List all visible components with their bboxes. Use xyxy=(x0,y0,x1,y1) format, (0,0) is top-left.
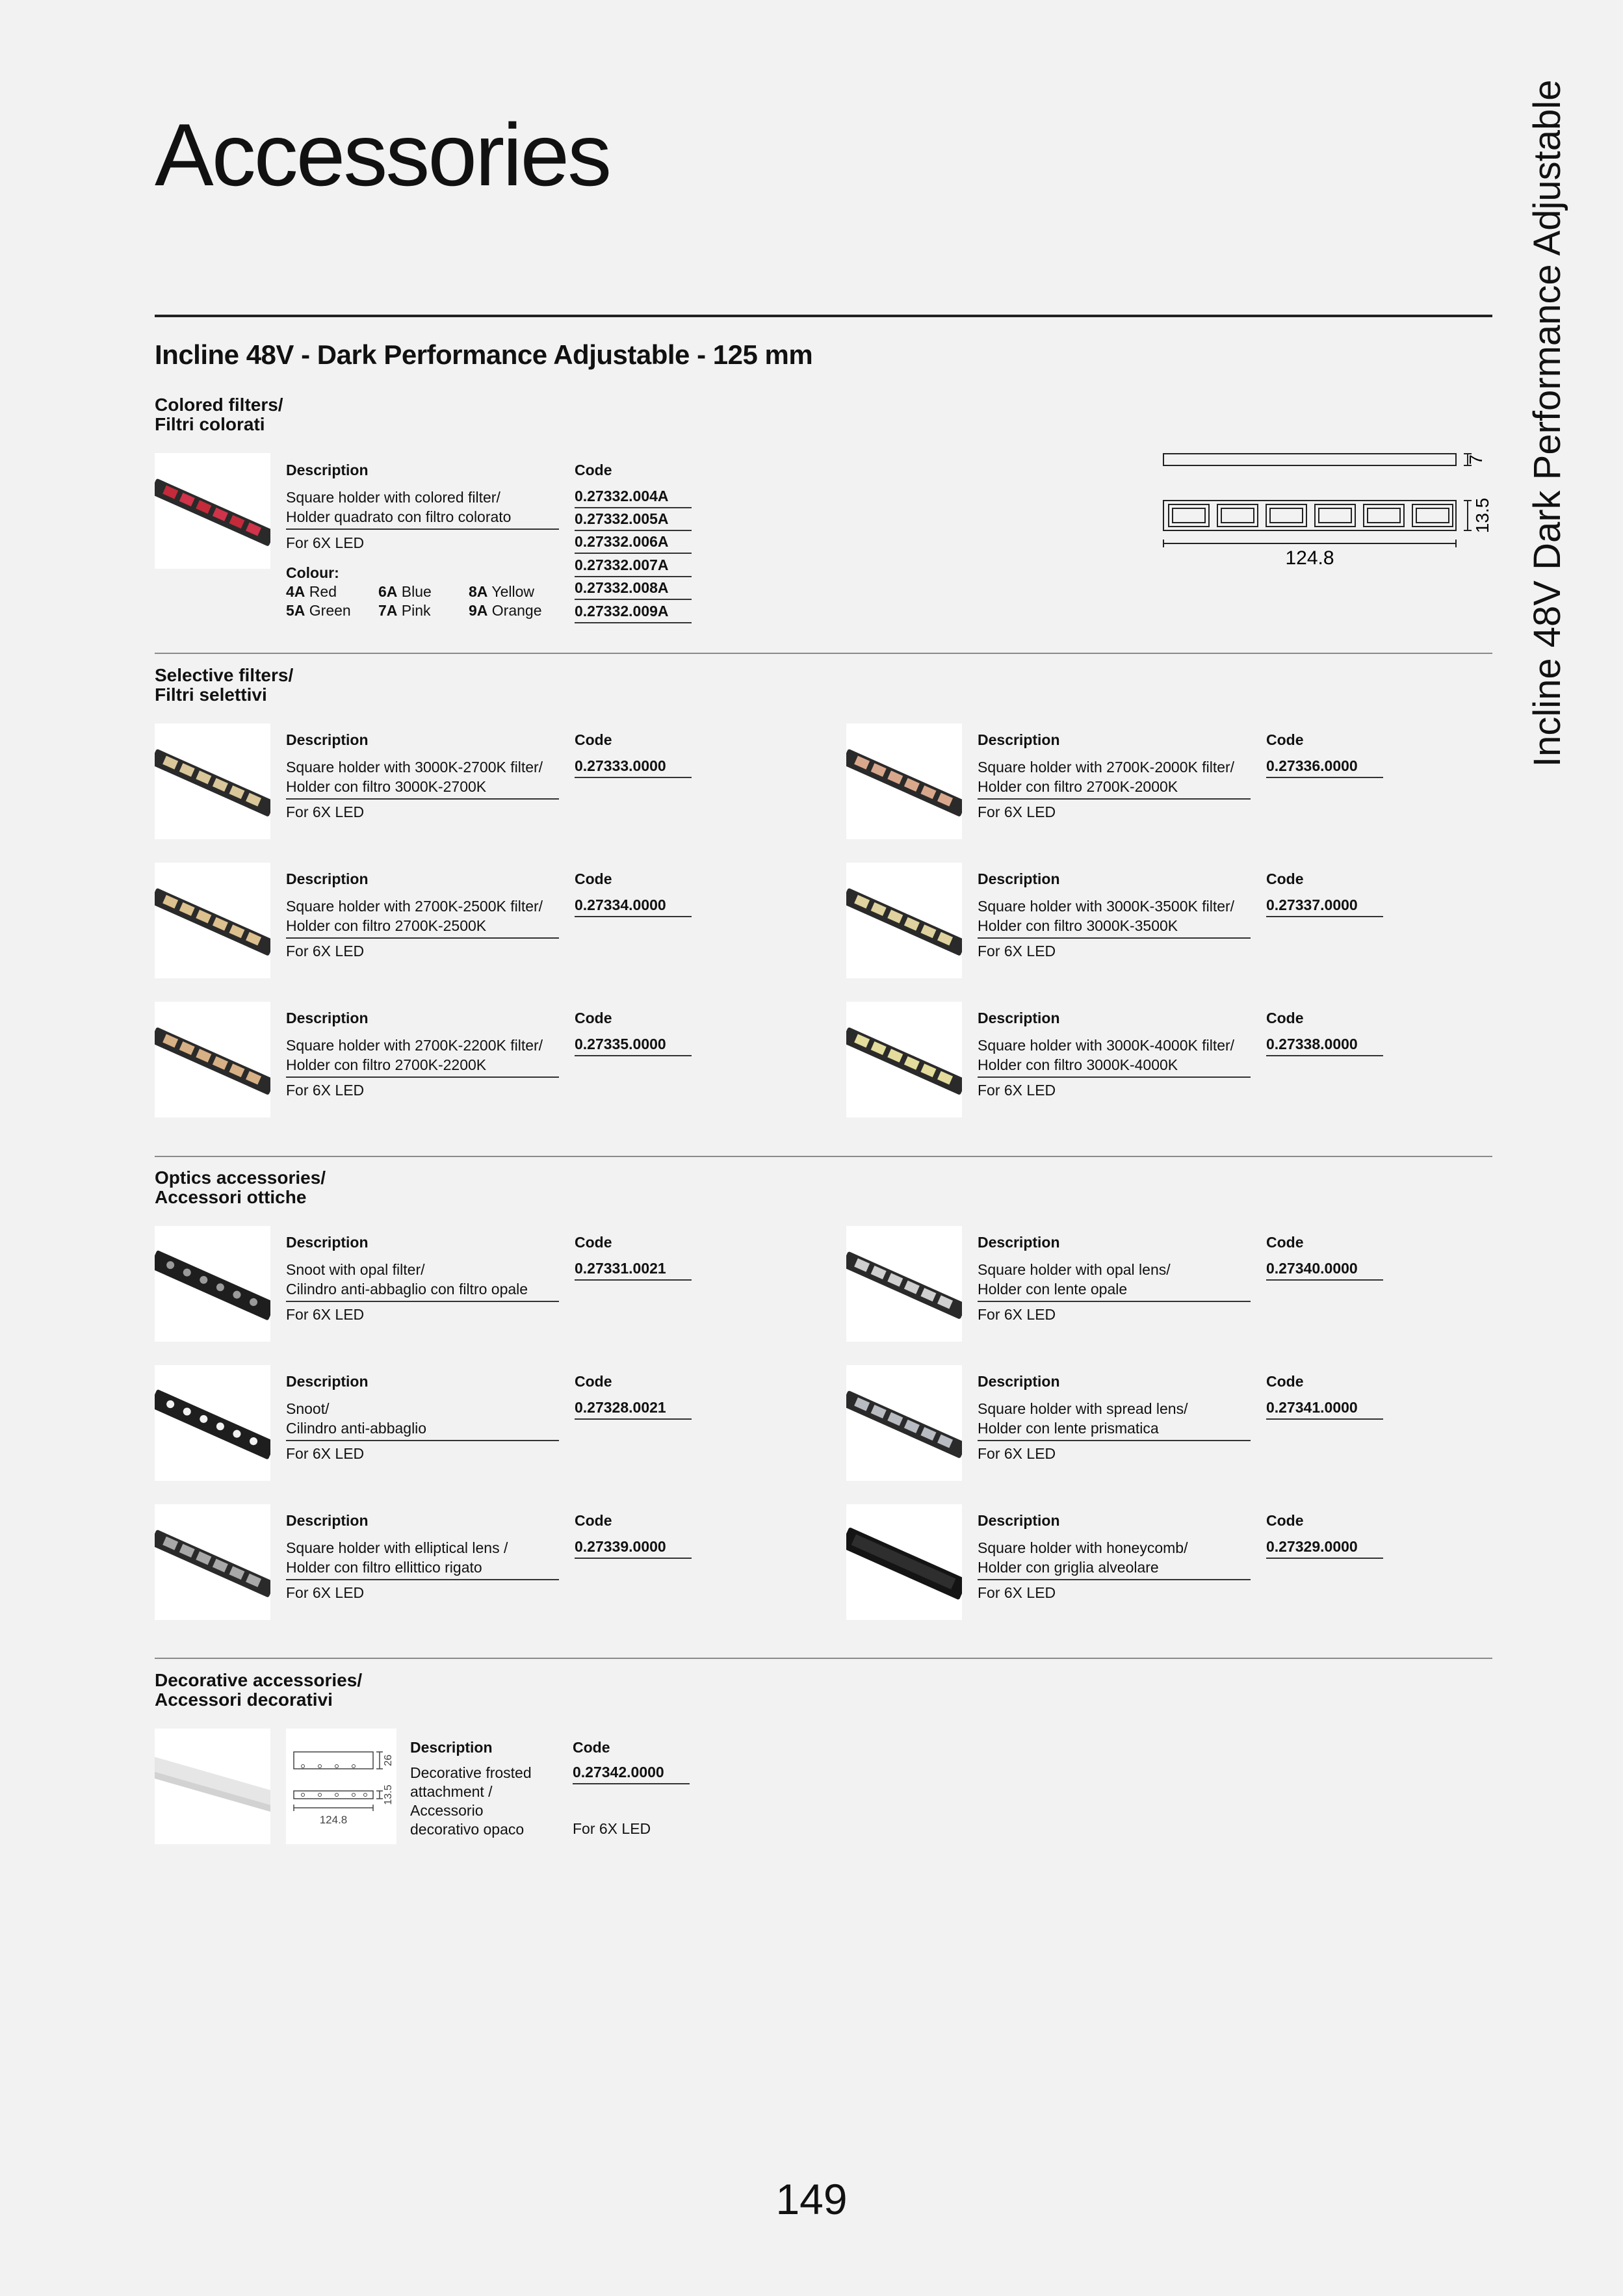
product-code: 0.27340.0000 xyxy=(1266,1260,1383,1281)
section-colored-title: Colored filters/ Filtri colorati xyxy=(155,395,283,434)
description-label: Description xyxy=(286,1373,369,1390)
code-label: Code xyxy=(1266,1234,1304,1251)
code-label: Code xyxy=(575,1234,612,1251)
product-code: 0.27332.008A xyxy=(575,579,692,600)
product-description: Snoot with opal filter/ Cilindro anti-abbaglio con filtro opale xyxy=(286,1260,559,1302)
product-description: Square holder with opal lens/ Holder con lente opale xyxy=(978,1260,1251,1302)
code-label: Code xyxy=(575,1373,612,1390)
product-code: 0.27336.0000 xyxy=(1266,757,1383,778)
product-description: Square holder with 3000K-2700K filter/ Holder con filtro 3000K-2700K xyxy=(286,757,559,800)
product-image xyxy=(846,1365,962,1481)
dim-length: 124.8 xyxy=(1285,547,1334,569)
dimension-drawing xyxy=(1157,449,1521,579)
description-label: Description xyxy=(286,870,369,887)
led-count: For 6X LED xyxy=(286,943,365,959)
product-image xyxy=(846,1226,962,1342)
code-label: Code xyxy=(1266,1010,1304,1026)
description-label: Description xyxy=(978,870,1060,887)
code-label: Code xyxy=(575,1010,612,1026)
product-code: 0.27341.0000 xyxy=(1266,1399,1383,1420)
product-code: 0.27342.0000 xyxy=(573,1764,690,1784)
product-image xyxy=(155,1365,270,1481)
led-count: For 6X LED xyxy=(286,1306,365,1323)
colour-option: 4A Red xyxy=(286,583,337,600)
led-count: For 6X LED xyxy=(978,943,1056,959)
description-label: Description xyxy=(978,1512,1060,1529)
led-count: For 6X LED xyxy=(978,1445,1056,1462)
led-count: For 6X LED xyxy=(286,534,365,551)
product-code: 0.27339.0000 xyxy=(575,1538,692,1559)
colored-description: Square holder with colored filter/ Holder quadrato con filtro colorato xyxy=(286,488,559,530)
decorative-description: Decorative frosted attachment / Accessorio decorativo opaco xyxy=(410,1764,532,1838)
page-title: Accessories xyxy=(155,105,610,204)
product-image xyxy=(155,1002,270,1117)
product-image xyxy=(155,1226,270,1342)
description-label: Description xyxy=(978,731,1060,748)
colour-option: 9A Orange xyxy=(469,602,542,619)
section-decorative-title: Decorative accessories/ Accessori decorativi xyxy=(155,1670,363,1710)
code-label: Code xyxy=(1266,1512,1304,1529)
product-description: Snoot/ Cilindro anti-abbaglio xyxy=(286,1399,559,1441)
section-optics-title: Optics accessories/ Accessori ottiche xyxy=(155,1168,326,1207)
product-code: 0.27332.004A xyxy=(575,488,692,508)
description-label: Description xyxy=(978,1234,1060,1251)
section-divider xyxy=(155,1658,1492,1659)
product-code: 0.27337.0000 xyxy=(1266,896,1383,917)
code-label: Code xyxy=(575,870,612,887)
product-image xyxy=(155,1504,270,1620)
product-code: 0.27335.0000 xyxy=(575,1036,692,1056)
page-number: 149 xyxy=(775,2175,848,2223)
product-code: 0.27334.0000 xyxy=(575,896,692,917)
led-count: For 6X LED xyxy=(286,1445,365,1462)
description-label: Description xyxy=(978,1010,1060,1026)
description-label: Description xyxy=(286,462,369,478)
colour-option: 8A Yellow xyxy=(469,583,535,600)
colour-option: 5A Green xyxy=(286,602,351,619)
product-description: Square holder with 2700K-2200K filter/ Holder con filtro 2700K-2200K xyxy=(286,1036,559,1078)
product-image xyxy=(846,724,962,839)
product-description: Square holder with 2700K-2500K filter/ Holder con filtro 2700K-2500K xyxy=(286,896,559,939)
product-image xyxy=(846,1002,962,1117)
product-image xyxy=(846,863,962,978)
product-description: Square holder with 3000K-4000K filter/ Holder con filtro 3000K-4000K xyxy=(978,1036,1251,1078)
code-label: Code xyxy=(575,731,612,748)
dim-height-top: 7 xyxy=(1466,454,1486,465)
side-title: Incline 48V Dark Performance Adjustable xyxy=(1526,79,1568,767)
product-code: 0.27333.0000 xyxy=(575,757,692,778)
product-code: 0.27329.0000 xyxy=(1266,1538,1383,1559)
product-image xyxy=(846,1504,962,1620)
description-label: Description xyxy=(286,731,369,748)
product-code: 0.27332.007A xyxy=(575,556,692,577)
product-code: 0.27332.009A xyxy=(575,603,692,623)
section-selective-title: Selective filters/ Filtri selettivi xyxy=(155,665,294,705)
code-label: Code xyxy=(573,1739,610,1756)
section-divider xyxy=(155,653,1492,654)
product-image-decorative xyxy=(155,1729,270,1844)
dim-length: 124.8 xyxy=(319,1814,348,1826)
code-label: Code xyxy=(575,1512,612,1529)
dim-height-front: 13.5 xyxy=(1472,497,1492,534)
code-label: Code xyxy=(575,462,612,478)
product-description: Square holder with spread lens/ Holder con lente prismatica xyxy=(978,1399,1251,1441)
code-label: Code xyxy=(1266,870,1304,887)
colour-option: 7A Pink xyxy=(378,602,431,619)
description-label: Description xyxy=(286,1512,369,1529)
led-count: For 6X LED xyxy=(286,1082,365,1099)
product-code: 0.27338.0000 xyxy=(1266,1036,1383,1056)
description-label: Description xyxy=(410,1739,493,1756)
header-divider xyxy=(155,315,1492,317)
led-count: For 6X LED xyxy=(978,1082,1056,1099)
description-label: Description xyxy=(286,1234,369,1251)
led-count: For 6X LED xyxy=(978,1306,1056,1323)
dim-height-front: 13.5 xyxy=(383,1784,394,1805)
product-code: 0.27331.0021 xyxy=(575,1260,692,1281)
product-code: 0.27332.006A xyxy=(575,533,692,554)
product-description: Square holder with honeycomb/ Holder con griglia alveolare xyxy=(978,1538,1251,1580)
code-label: Code xyxy=(1266,1373,1304,1390)
product-description: Square holder with 3000K-3500K filter/ Holder con filtro 3000K-3500K xyxy=(978,896,1251,939)
product-image-colored xyxy=(155,453,270,569)
dim-height-top: 26 xyxy=(383,1755,394,1766)
led-count: For 6X LED xyxy=(978,803,1056,820)
product-description: Square holder with elliptical lens / Holder con filtro ellittico rigato xyxy=(286,1538,559,1580)
product-code: 0.27332.005A xyxy=(575,510,692,531)
section-divider xyxy=(155,1156,1492,1157)
description-label: Description xyxy=(286,1010,369,1026)
product-image xyxy=(155,724,270,839)
colour-label: Colour: xyxy=(286,564,339,581)
code-label: Code xyxy=(1266,731,1304,748)
product-subtitle: Incline 48V - Dark Performance Adjustable - 125 mm xyxy=(155,339,813,370)
product-code: 0.27328.0021 xyxy=(575,1399,692,1420)
led-count: For 6X LED xyxy=(286,803,365,820)
description-label: Description xyxy=(978,1373,1060,1390)
led-count: For 6X LED xyxy=(978,1584,1056,1601)
led-count: For 6X LED xyxy=(286,1584,365,1601)
colour-option: 6A Blue xyxy=(378,583,432,600)
led-count: For 6X LED xyxy=(573,1820,651,1837)
product-description: Square holder with 2700K-2000K filter/ Holder con filtro 2700K-2000K xyxy=(978,757,1251,800)
product-image xyxy=(155,863,270,978)
decorative-dimension-drawing xyxy=(286,1729,396,1844)
